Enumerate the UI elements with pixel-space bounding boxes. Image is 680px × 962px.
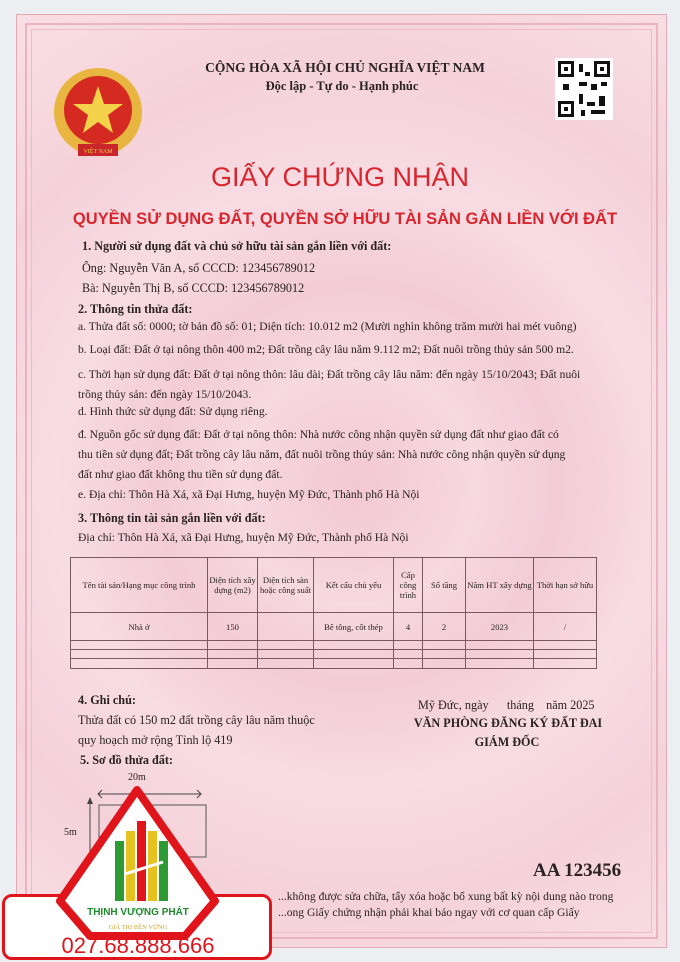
land-line-c: c. Thời hạn sử dụng đất: Đất ở tại nông thôn: lâu dài; Đất trồng cây lâu năm: đến ngày 15/10/2043; Đất nuôi [78, 368, 581, 381]
asset-address: Địa chỉ: Thôn Hà Xá, xã Đại Hưng, huyện Mỹ Đức, Thành phố Hà Nội [78, 531, 409, 544]
table-cell [258, 613, 314, 641]
col-header: Thời hạn sở hữu [534, 558, 597, 613]
land-line-b: b. Loại đất: Đất ở tại nông thôn 400 m2; Đất trồng cây lâu năm 9.112 m2; Đất nuôi trồng thủy sản 500 m2. [78, 343, 574, 356]
section-4-heading: 4. Ghi chú: [78, 693, 136, 707]
table-row [71, 641, 597, 650]
col-header: Kết cấu chủ yếu [314, 558, 394, 613]
table-cell: 2023 [466, 613, 534, 641]
plot-height-label: 5m [64, 827, 77, 838]
table-row [71, 650, 597, 659]
table-cell: / [534, 613, 597, 641]
note-line-2: quy hoạch mở rộng Tỉnh lộ 419 [78, 733, 233, 747]
signer-role: GIÁM ĐỐC [474, 735, 540, 749]
national-emblem-icon [50, 64, 146, 166]
logo-overlay [0, 786, 275, 962]
table-row [71, 659, 597, 669]
land-line-a: a. Thửa đất số: 0000; tờ bản đồ số: 01; Diện tích: 10.012 m2 (Mười nghìn không trăm mười hai mét vuông) [78, 320, 577, 333]
footer-line-1: ...không được sửa chữa, tẩy xóa hoặc bổ xung bất kỳ nội dung nào trong [278, 890, 614, 903]
note-line-1: Thửa đất có 150 m2 đất trồng cây lâu năm thuộc [78, 713, 315, 727]
company-slogan: GIÁ TRỊ BỀN VỮNG [108, 924, 168, 931]
section-3-heading: 3. Thông tin tài sản gắn liền với đất: [78, 511, 266, 525]
section-2-heading: 2. Thông tin thửa đất: [78, 302, 193, 316]
land-line-c2: trồng thủy sản: đến ngày 15/10/2043. [78, 388, 252, 401]
land-line-dd: đ. Nguồn gốc sử dụng đất: Đất ở tại nông thôn: Nhà nước công nhận quyền sử dụng đất như giao đất có [78, 428, 559, 441]
qr-code-icon [555, 58, 613, 120]
footer-line-2: ...ong Giấy chứng nhận phải khai báo ngay với cơ quan cấp Giấy [278, 906, 580, 919]
table-header-row [71, 558, 597, 613]
issuing-office: VĂN PHÒNG ĐĂNG KÝ ĐẤT ĐAI [413, 716, 603, 730]
owner-1: Ông: Nguyễn Văn A, số CCCD: 123456789012 [82, 261, 316, 275]
col-header: Diện tích sàn hoặc công suất [258, 558, 314, 613]
table-cell: 150 [208, 613, 258, 641]
owner-2: Bà: Nguyễn Thị B, số CCCD: 123456789012 [82, 281, 305, 295]
company-phone[interactable]: 027.68.888.666 [61, 933, 215, 958]
table-cell: Nhà ở [71, 613, 208, 641]
col-header: Cấp công trình [394, 558, 423, 613]
motto: Độc lập - Tự do - Hạnh phúc [265, 79, 419, 93]
nation-name: CỘNG HÒA XÃ HỘI CHỦ NGHĨA VIỆT NAM [205, 60, 485, 75]
company-name: THỊNH VƯỢNG PHÁT [87, 907, 189, 918]
section-5-heading: 5. Sơ đồ thửa đất: [80, 753, 173, 767]
sign-date: Mỹ Đức, ngày tháng năm 2025 [418, 698, 595, 712]
table-cell: 2 [423, 613, 466, 641]
section-1-heading: 1. Người sử dụng đất và chủ sở hữu tài sản gắn liền với đất: [82, 239, 392, 253]
land-line-dd2: thu tiền sử dụng đất; Đất trồng cây lâu năm, đất nuôi trồng thủy sản: Nhà nước công nhận quyền sử dụng [78, 448, 566, 461]
col-header: Tên tài sản/Hạng mục công trình [71, 558, 208, 613]
col-header: Diện tích xây dựng (m2) [208, 558, 258, 613]
land-line-d: d. Hình thức sử dụng đất: Sử dụng riêng. [78, 405, 268, 418]
land-line-e: e. Địa chỉ: Thôn Hà Xá, xã Đại Hưng, huyện Mỹ Đức, Thành phố Hà Nội [78, 488, 420, 501]
land-line-dd3: đất như giao đất không thu tiền sử dụng đất. [78, 468, 283, 481]
certificate-title: GIẤY CHỨNG NHẬN [210, 162, 470, 192]
table-cell: 4 [394, 613, 423, 641]
table-row [71, 613, 597, 641]
asset-table [70, 557, 597, 669]
col-header: Năm HT xây dựng [466, 558, 534, 613]
table-cell: Bê tông, cốt thép [314, 613, 394, 641]
plot-width-label: 20m [128, 772, 146, 783]
svg-text:VIỆT NAM: VIỆT NAM [83, 149, 113, 155]
serial-number: AA 123456 [533, 860, 622, 881]
col-header: Số tầng [423, 558, 466, 613]
certificate-subtitle: QUYỀN SỬ DỤNG ĐẤT, QUYỀN SỞ HỮU TÀI SẢN GẮN LIỀN VỚI ĐẤT [72, 210, 618, 228]
